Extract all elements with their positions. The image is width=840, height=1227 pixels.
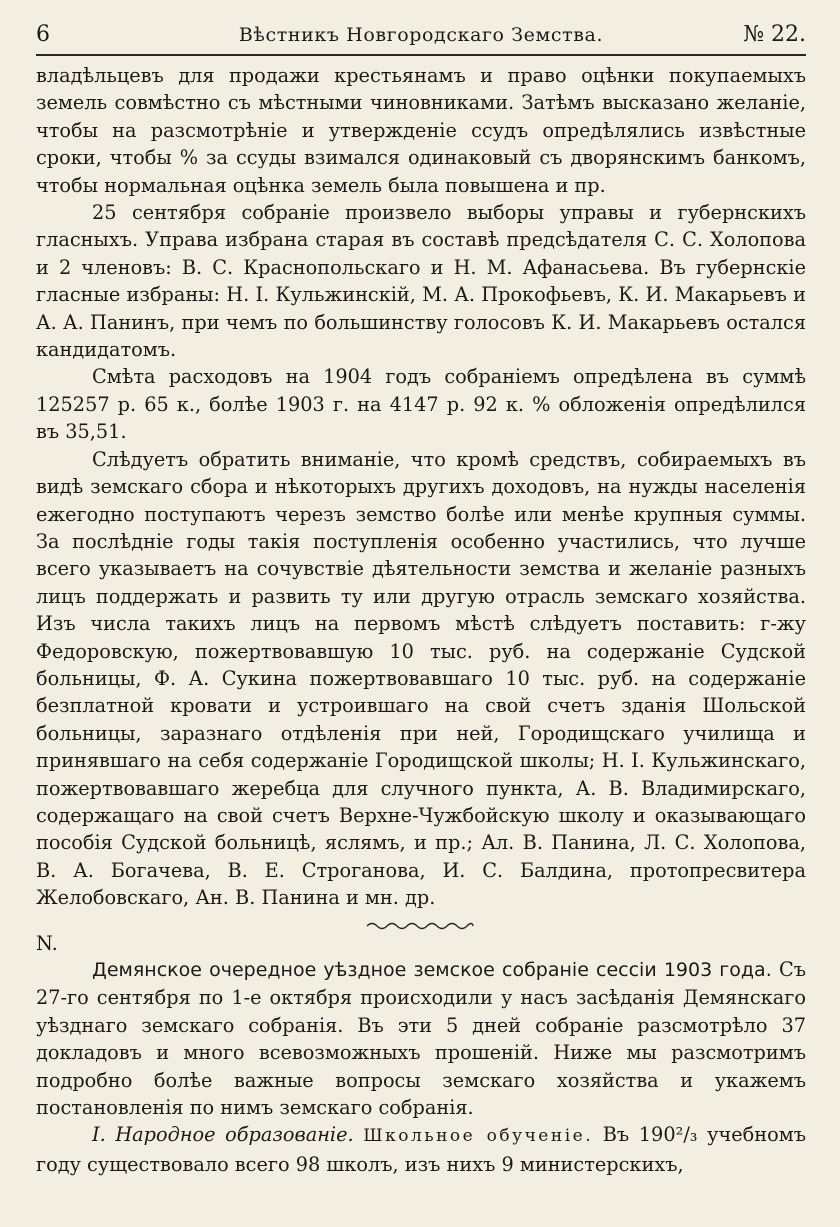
ornamental-divider bbox=[0, 916, 840, 935]
header-rule bbox=[36, 54, 806, 56]
paragraph-assembly-intro: Съ 27-го сентября по 1-е октября происходили у насъ засѣданія Демянскаго уѣзднаго земскаго собранія. Въ эти 5 дней собраніе разсмотрѣло 37 докладовъ и много всевозможныхъ прошеній. Ниже мы разсмотримъ подробно болѣе важные вопросы земскаго хозяйства и укажемъ постановленія по нимъ земскаго собранія. bbox=[36, 958, 806, 1120]
paragraph-credit-terms: владѣльцевъ для продажи крестьянамъ и право оцѣнки покупаемыхъ земель совмѣстно съ мѣстными чиновниками. Затѣмъ высказано желаніе, чтобы на разсмотрѣніе и утвержденіе ссудъ опредѣлялись извѣстные сроки, чтобы % за ссуды взимался одинаковый съ дворянскимъ банкомъ, чтобы нормальная оцѣнка земель была повышена и пр. bbox=[36, 64, 806, 197]
sub-heading: I. Народное образованіе. bbox=[92, 1123, 354, 1147]
author-signature: N. bbox=[36, 931, 58, 955]
section-demyansk-assembly bbox=[36, 956, 806, 1178]
page-header bbox=[36, 22, 806, 54]
paragraph-elections: 25 сентября собраніе произвело выборы управы и губернскихъ гласныхъ. Управа избрана старая въ составѣ предсѣдателя С. С. Холопова и 2 членовъ: В. С. Краснопольскаго и Н. М. Афанасьева. Въ губернскіе гласные избраны: Н. І. Кульжинскій, М. А. Прокофьевъ, К. И. Макарьевъ и А. А. Панинъ, при чемъ по большинству голосовъ К. И. Макарьевъ остался кандидатомъ. bbox=[36, 201, 806, 362]
page-number: 6 bbox=[36, 22, 50, 47]
journal-title: Вѣстникъ Новгородскаго Земства. bbox=[238, 24, 604, 46]
paragraph-budget: Смѣта расходовъ на 1904 годъ собраніемъ опредѣлена въ суммѣ 125257 р. 65 к., болѣе 1903 г. на 4147 р. 92 к. % обложенія опредѣлился въ 35,51. bbox=[36, 365, 806, 444]
section-zemstvo-report bbox=[36, 62, 806, 957]
paragraph-schools: Въ 190²/₃ учебномъ году существовало всего 98 школъ, изъ нихъ 9 министерскихъ, bbox=[36, 1123, 806, 1176]
section-title: Демянское очередное уѣздное земское собраніе сессіи 1903 года. bbox=[92, 959, 772, 981]
sub-topic: Школьное обученіе. bbox=[363, 1126, 594, 1147]
issue-number: № 22. bbox=[743, 22, 806, 47]
paragraph-donations: Слѣдуетъ обратить вниманіе, что кромѣ средствъ, собираемыхъ въ видѣ земскаго сбора и нѣкоторыхъ другихъ доходовъ, на нужды населенія ежегодно поступаютъ черезъ земство болѣе или менѣе крупныя суммы. За послѣдніе годы такія поступленія особенно участились, что лучше всего указываетъ на сочувствіе дѣятельности земства и желаніе разныхъ лицъ поддержать и развить ту или другую отрасль земскаго хозяйства. Изъ числа такихъ лицъ на первомъ мѣстѣ слѣдуетъ поставить: г-жу Федоровскую, пожертвовавшую 10 тыс. руб. на содержаніе Судской больницы, Ф. А. Сукина пожертвовавшаго 10 тыс. руб. на содержаніе безплатной кровати и устроившаго на свой счетъ зданія Шольской больницы, заразнаго отдѣленія при ней, Городищскаго училища и принявшаго на себя содержаніе Городищской школы; Н. І. Кульжинскаго, пожертвовавшаго жеребца для случного пункта, А. В. Владимирскаго, содержащаго на свой счетъ Верхне-Чужбойскую школу и оказывающаго пособія Судской больницѣ, яслямъ, и пр.; Ал. В. Панина, Л. С. Холопова, В. А. Богачева, В. Е. Строганова, И. С. Балдина, протопресвитера Желобовскаго, Ан. В. Панина и мн. др. bbox=[36, 447, 806, 910]
